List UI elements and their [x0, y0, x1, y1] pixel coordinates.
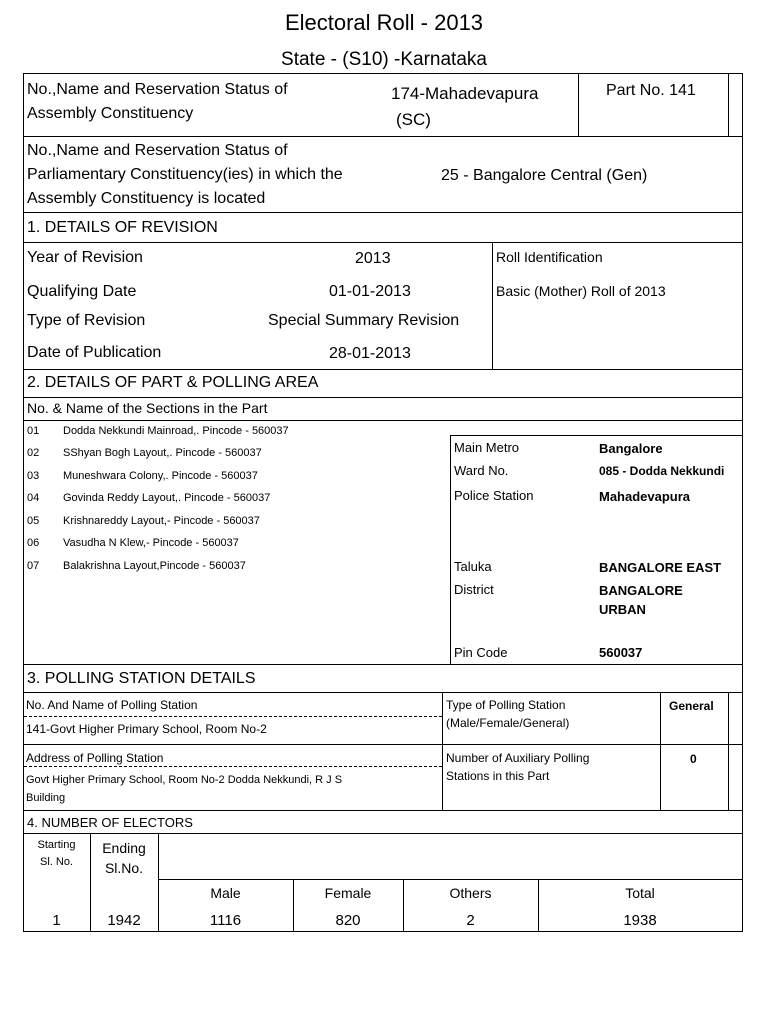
starting-slno-value: 1	[52, 912, 61, 929]
section-name: Govinda Reddy Layout,. Pincode - 560037	[63, 492, 271, 504]
section-no: 05	[27, 515, 40, 527]
polling-station-value: 141-Govt Higher Primary School, Room No-2	[26, 722, 267, 736]
assembly-label-line1: No.,Name and Reservation Status of	[27, 81, 288, 98]
polling-type-label-line2: (Male/Female/General)	[446, 716, 570, 730]
taluka-label: Taluka	[454, 559, 492, 574]
aux-stations-value: 0	[690, 752, 697, 766]
type-of-revision-label: Type of Revision	[27, 312, 146, 329]
aux-stations-label-line2: Stations in this Part	[446, 769, 550, 783]
section-name: Krishnareddy Layout,- Pincode - 560037	[63, 515, 260, 527]
female-header: Female	[324, 885, 372, 901]
section-no: 04	[27, 492, 40, 504]
male-header: Male	[210, 885, 241, 901]
polling-station-label: No. And Name of Polling Station	[26, 698, 198, 712]
police-station-value: Mahadevapura	[599, 489, 691, 504]
parliament-label-line2: Parliamentary Constituency(ies) in which the	[27, 166, 343, 183]
male-value: 1116	[209, 912, 242, 929]
district-label: District	[454, 582, 494, 597]
section-no: 02	[27, 447, 40, 459]
state-subtitle: State - (S10) -Karnataka	[281, 49, 487, 70]
date-of-publication-value: 28-01-2013	[329, 345, 411, 362]
total-header: Total	[625, 885, 655, 901]
roll-identification-value: Basic (Mother) Roll of 2013	[496, 283, 666, 299]
others-value: 2	[466, 912, 475, 929]
electors-heading: 4. NUMBER OF ELECTORS	[27, 815, 193, 830]
section-no: 01	[27, 425, 40, 437]
aux-stations-label-line1: Number of Auxiliary Polling	[446, 751, 590, 765]
section-no: 07	[27, 560, 40, 572]
part-area-heading: 2. DETAILS OF PART & POLLING AREA	[27, 374, 319, 391]
assembly-value-line1: 174-Mahadevapura	[391, 84, 539, 103]
part-number: Part No. 141	[606, 82, 696, 99]
starting-slno-label-line2: Sl. No.	[39, 856, 73, 868]
female-value: 820	[335, 912, 361, 929]
document-title: Electoral Roll - 2013	[284, 10, 484, 35]
polling-heading: 3. POLLING STATION DETAILS	[27, 670, 256, 687]
roll-identification-label: Roll Identification	[496, 249, 603, 265]
section-no: 06	[27, 537, 40, 549]
ending-slno-label-line2: Sl.No.	[104, 860, 144, 876]
section-name: SShyan Bogh Layout,. Pincode - 560037	[63, 447, 262, 459]
section-name: Balakrishna Layout,Pincode - 560037	[63, 560, 246, 572]
taluka-value: BANGALORE EAST	[599, 560, 722, 575]
pin-code-label: Pin Code	[454, 645, 508, 660]
date-of-publication-label: Date of Publication	[27, 344, 162, 361]
ending-slno-value: 1942	[107, 912, 141, 929]
assembly-label-line2: Assembly Constituency	[27, 105, 194, 122]
qualifying-date-value: 01-01-2013	[329, 283, 411, 300]
ward-label: Ward No.	[454, 463, 509, 478]
main-metro-label: Main Metro	[454, 440, 520, 455]
parliament-label-line3: Assembly Constituency is located	[27, 190, 266, 207]
polling-address-label: Address of Polling Station	[26, 751, 164, 765]
ward-value: 085 - Dodda Nekkundi	[599, 464, 725, 478]
section-name: Dodda Nekkundi Mainroad,. Pincode - 560037	[63, 425, 289, 437]
pin-code-value: 560037	[599, 645, 643, 660]
starting-slno-label-line1: Starting	[37, 839, 76, 851]
section-name: Vasudha N Klew,- Pincode - 560037	[63, 537, 239, 549]
others-header: Others	[449, 885, 492, 901]
assembly-value-line2: (SC)	[396, 110, 431, 129]
district-value-line1: BANGALORE	[599, 583, 683, 598]
section-no: 03	[27, 470, 40, 482]
polling-type-label-line1: Type of Polling Station	[446, 698, 566, 712]
police-station-label: Police Station	[454, 488, 534, 503]
district-value-line2: URBAN	[599, 602, 646, 617]
polling-address-value-line2: Building	[26, 792, 66, 804]
sections-label: No. & Name of the Sections in the Part	[27, 400, 268, 416]
type-of-revision-value: Special Summary Revision	[268, 312, 460, 329]
year-of-revision-label: Year of Revision	[27, 249, 143, 266]
qualifying-date-label: Qualifying Date	[27, 283, 137, 300]
section-name: Muneshwara Colony,. Pincode - 560037	[63, 470, 258, 482]
polling-address-value-line1: Govt Higher Primary School, Room No-2 Dodda Nekkundi, R J S	[26, 774, 343, 786]
polling-type-value: General	[669, 699, 714, 713]
main-metro-value: Bangalore	[599, 441, 663, 456]
revision-heading: 1. DETAILS OF REVISION	[27, 219, 218, 236]
year-of-revision-value: 2013	[355, 250, 391, 267]
parliament-label-line1: No.,Name and Reservation Status of	[27, 142, 288, 159]
ending-slno-label-line1: Ending	[102, 840, 146, 856]
parliament-value: 25 - Bangalore Central (Gen)	[441, 167, 648, 184]
total-value: 1938	[623, 912, 657, 929]
